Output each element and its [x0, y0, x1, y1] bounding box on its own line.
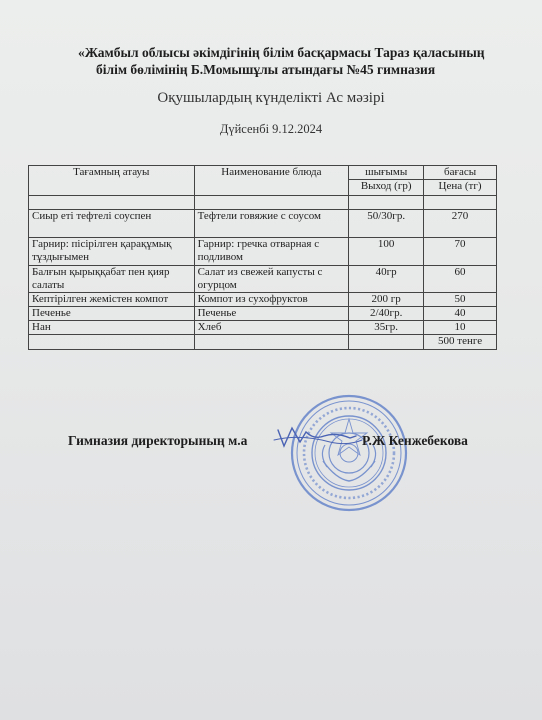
- dish-name-ru: Компот из сухофруктов: [194, 293, 349, 307]
- header-name-kz: Тағамның атауы: [29, 166, 195, 196]
- header-output-kz: шығымы: [349, 166, 424, 180]
- dish-output: 200 гр: [349, 293, 424, 307]
- dish-name-kz: Гарнир: пісірілген қарақұмық тұздығымен: [29, 238, 195, 266]
- table-row: [29, 307, 497, 321]
- dish-price: 50: [424, 293, 497, 307]
- table-header-row: [29, 166, 497, 180]
- header-price-ru: Цена (тг): [424, 180, 497, 196]
- dish-price: 10: [424, 321, 497, 335]
- dish-price: 270: [424, 210, 497, 238]
- dish-name-kz: Кептірілген жемістен компот: [29, 293, 195, 307]
- table-total-row: [29, 335, 497, 350]
- dish-output: 40гр: [349, 266, 424, 293]
- signature-title: Гимназия директорының м.а: [68, 433, 248, 448]
- dish-name-kz: Нан: [29, 321, 195, 335]
- dish-output: 50/30гр.: [349, 210, 424, 238]
- header-line-1: «Жамбыл облысы әкімдігінің білім басқармасы Тараз қаласының: [78, 45, 485, 60]
- dish-name-ru: Гарнир: гречка отварная с подливом: [194, 238, 349, 266]
- dish-price: 70: [424, 238, 497, 266]
- director-signature: [270, 418, 370, 458]
- dish-price: 60: [424, 266, 497, 293]
- table-row: [29, 238, 497, 266]
- dish-price: 40: [424, 307, 497, 321]
- signature-name: Р.Ж Кенжебекова: [362, 433, 468, 448]
- dish-output: 35гр.: [349, 321, 424, 335]
- table-row: [29, 266, 497, 293]
- menu-table: [28, 165, 497, 350]
- school-header: [78, 44, 528, 78]
- header-line-2: білім бөлімінің Б.Момышұлы атындағы №45 гимназия: [96, 62, 436, 77]
- menu-title: Оқушылардың күнделікті Ас мәзірі: [157, 90, 385, 106]
- dish-name-kz: Сиыр еті тефтелі соуспен: [29, 210, 195, 238]
- dish-output: 100: [349, 238, 424, 266]
- table-row: [29, 293, 497, 307]
- total-price: 500 тенге: [424, 335, 497, 350]
- header-name-ru: Наименование блюда: [194, 166, 349, 196]
- dish-name-ru: Хлеб: [194, 321, 349, 335]
- header-price-kz: бағасы: [424, 166, 497, 180]
- dish-output: 2/40гр.: [349, 307, 424, 321]
- dish-name-ru: Салат из свежей капусты с огурцом: [194, 266, 349, 293]
- table-spacer-row: [29, 196, 497, 210]
- table-row: [29, 321, 497, 335]
- dish-name-kz: Печенье: [29, 307, 195, 321]
- dish-name-kz: Балғын қырыққабат пен қияр салаты: [29, 266, 195, 293]
- table-row: [29, 210, 497, 238]
- dish-name-ru: Печенье: [194, 307, 349, 321]
- dish-name-ru: Тефтели говяжие с соусом: [194, 210, 349, 238]
- menu-date: Дүйсенбі 9.12.2024: [219, 122, 323, 136]
- header-output-ru: Выход (гр): [349, 180, 424, 196]
